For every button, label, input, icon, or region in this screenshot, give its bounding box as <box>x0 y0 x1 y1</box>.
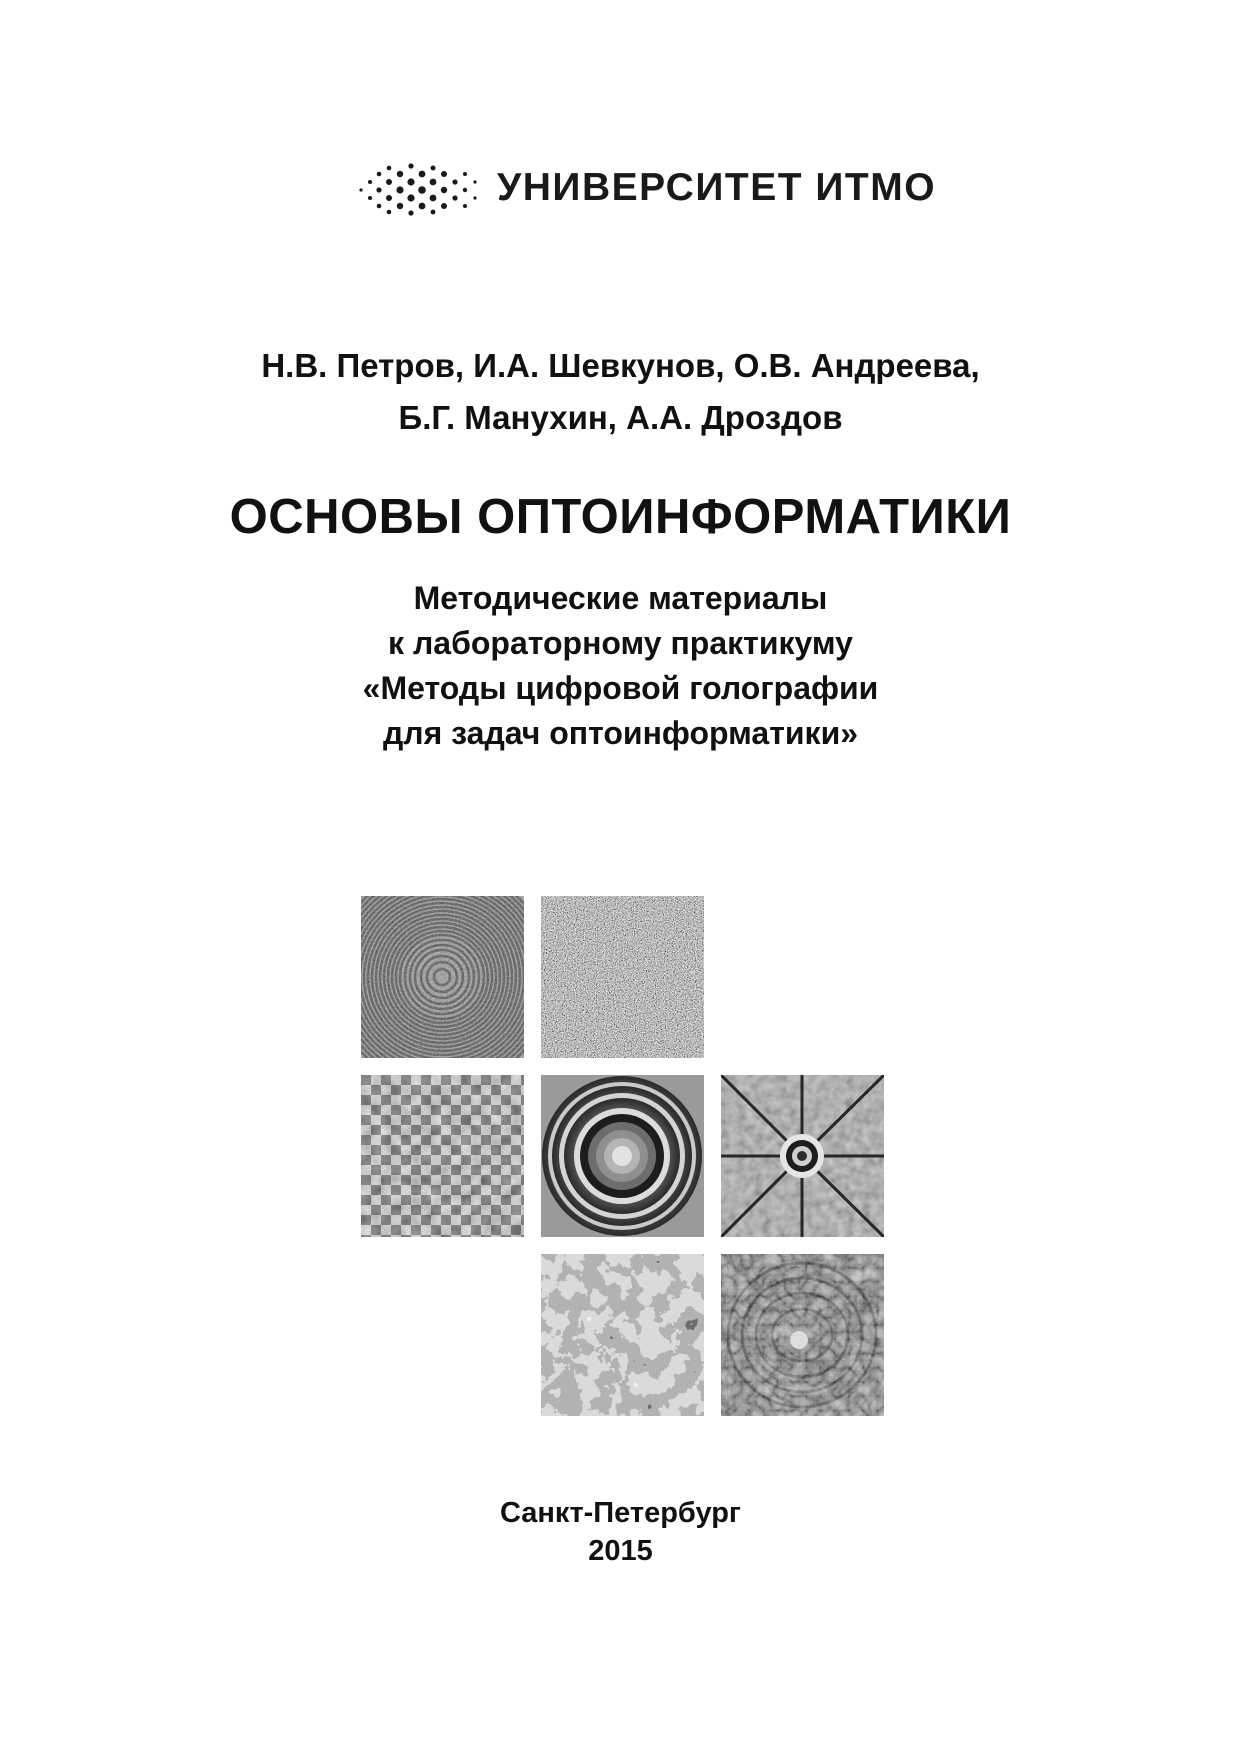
symmetric-phase-pattern-image <box>721 1075 884 1237</box>
speckle-phase-blobs-image <box>541 1254 704 1416</box>
subtitle-line-4: для задач оптоинформатики» <box>382 715 859 751</box>
authors <box>0 340 1241 444</box>
university-name: УНИВЕРСИТЕТ ИТМО <box>497 166 937 209</box>
publication-city: Санкт-Петербург <box>499 1497 742 1529</box>
subtitle-line-2: к лабораторному практикуму <box>388 625 853 661</box>
subtitle-line-3: «Методы цифровой голографии <box>362 670 879 706</box>
random-speckle-noise-image <box>541 896 704 1058</box>
circular-fringe-hologram-image <box>361 896 524 1058</box>
book-subtitle <box>0 576 1241 756</box>
concentric-rings-phase-image <box>541 1075 704 1237</box>
itmo-logo <box>355 160 936 216</box>
book-title: ОСНОВЫ ОПТОИНФОРМАТИКИ <box>229 490 1012 544</box>
itmo-dot-logo-icon <box>355 160 483 216</box>
publication-info <box>0 1494 1241 1570</box>
reconstructed-phase-image <box>721 1254 884 1416</box>
authors-line-2: Б.Г. Манухин, А.А. Дроздов <box>398 399 843 436</box>
subtitle-line-1: Методические материалы <box>413 580 828 616</box>
checkered-phase-pattern-image <box>361 1075 524 1237</box>
authors-line-1: Н.В. Петров, И.А. Шевкунов, О.В. Андреева, <box>261 347 980 384</box>
publication-year: 2015 <box>588 1535 653 1567</box>
